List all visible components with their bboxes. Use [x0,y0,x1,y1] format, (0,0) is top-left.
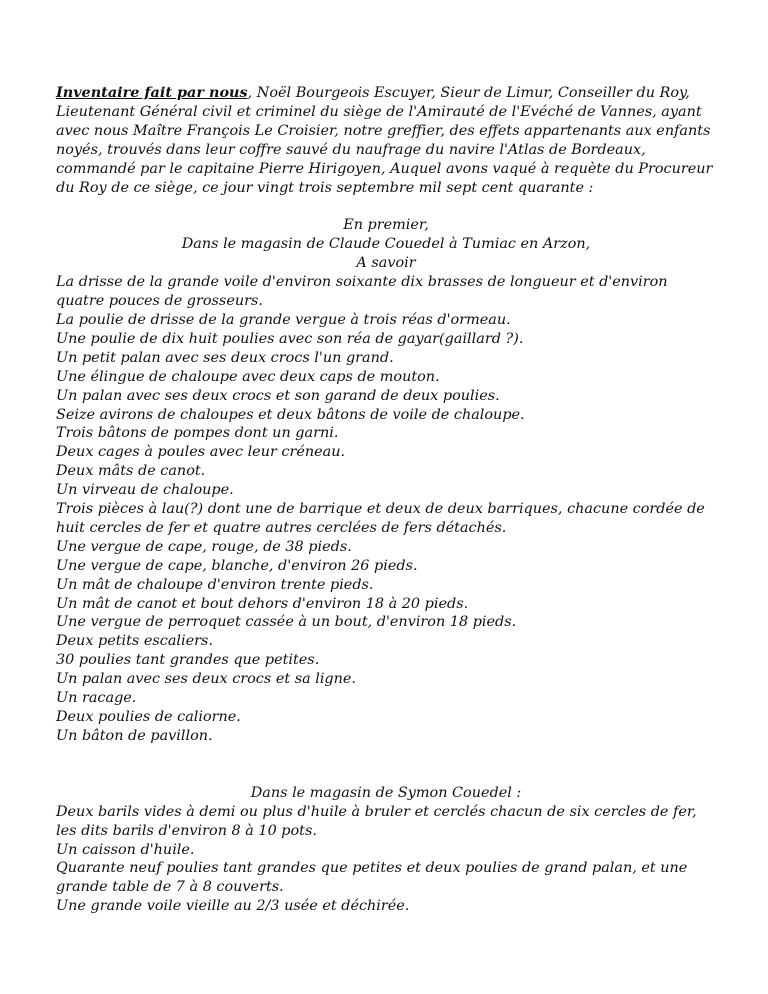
inventory-item: Deux barils vides à demi ou plus d'huile à bruler et cerclés chacun de six cercles de fer, les dits barils d'environ 8 à 10 pots. [56,803,697,839]
document-page [56,84,716,916]
section2-heading [56,784,716,803]
inventory-item: Une élingue de chaloupe avec deux caps de mouton. [56,368,440,385]
inventory-item: Un racage. [56,690,137,707]
section1-heading-line: A savoir [356,255,416,272]
inventory-item: Seize avirons de chaloupes et deux bâtons de voile de chaloupe. [56,406,525,423]
inventory-item: Un mât de chaloupe d'environ trente pieds. [56,576,374,593]
inventory-item: Trois pièces à lau(?) dont une de barrique et deux de deux barriques, chacune cordée de huit cercles de fer et quatre autres cerclées de fers détachés. [56,501,705,536]
section1-heading-line: Dans le magasin de Claude Couedel à Tumiac en Arzon, [181,236,591,253]
section2-items [56,803,716,916]
inventory-item: Deux petits escaliers. [56,633,213,650]
inventory-item: Une poulie de dix huit poulies avec son réa de gayar(gaillard ?). [56,330,524,347]
intro-paragraph [56,84,716,197]
inventory-item: Deux mâts de canot. [56,463,206,480]
inventory-item: Un virveau de chaloupe. [56,482,234,499]
inventory-item: Un mât de canot et bout dehors d'environ 18 à 20 pieds. [56,595,469,612]
section1-heading [56,216,716,273]
inventory-item: La poulie de drisse de la grande vergue à trois réas d'ormeau. [56,311,511,328]
section1-heading-line: En premier, [343,217,429,234]
intro-lead: Inventaire fait par nous [56,84,248,101]
inventory-item: Une vergue de perroquet cassée à un bout, d'environ 18 pieds. [56,614,517,631]
inventory-item: Une vergue de cape, blanche, d'environ 26 pieds. [56,557,418,574]
inventory-item: Trois bâtons de pompes dont un garni. [56,425,339,442]
inventory-item: 30 poulies tant grandes que petites. [56,652,320,669]
section1-items [56,273,716,746]
inventory-item: Deux poulies de caliorne. [56,709,241,725]
inventory-item: Un petit palan avec ses deux crocs l'un grand. [56,349,394,366]
inventory-item: Un palan avec ses deux crocs et son garand de deux poulies. [56,387,500,404]
inventory-item: Une vergue de cape, rouge, de 38 pieds. [56,538,352,555]
inventory-item: Quarante neuf poulies tant grandes que petites et deux poulies de grand palan, et une grande table de 7 à 8 couverts. [56,860,688,896]
inventory-item: Un bâton de pavillon. [56,727,213,744]
inventory-item: Deux cages à poules avec leur créneau. [56,444,346,461]
inventory-item: Une grande voile vieille au 2/3 usée et déchirée. [56,898,410,915]
inventory-item: La drisse de la grande voile d'environ soixante dix brasses de longueur et d'environ quatre pouces de grosseurs. [56,274,668,310]
inventory-item: Un palan avec ses deux crocs et sa ligne. [56,671,357,688]
intro-text: , Noël Bourgeois Escuyer, Sieur de Limur, Conseiller du Roy, Lieutenant Général civil et criminel du siège de l'Amirauté de l'Evéché de Vannes, ayant avec nous Maître François Le Croisier, notre greffier, des effets appartenants aux enfants noyés, trouvés dans leur coffre sauvé du naufrage du navire l'Atlas de Bordeaux, commandé par le capitaine Pierre Hirigoyen, Auquel avons vaqué à requète du Procureur du Roy de ce siège, ce jour vingt trois septembre mil sept cent quarante : [56,85,713,196]
section2-heading-line: Dans le magasin de Symon Couedel : [250,784,522,801]
inventory-item: Un caisson d'huile. [56,841,195,858]
